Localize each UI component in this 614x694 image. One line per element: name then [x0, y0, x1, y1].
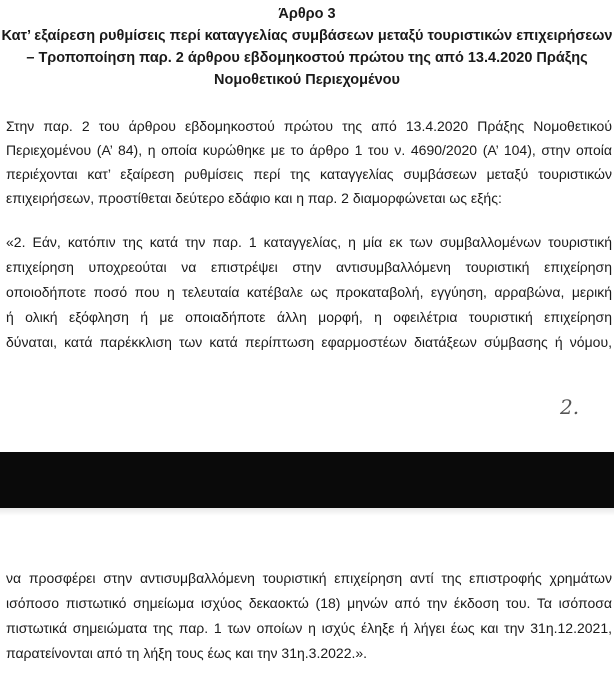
continuation-line: πιστωτικά σημειώματα της παρ. 1 των οποίων η ισχύς έληξε ή λήγει έως και την 31η.12.2021,	[6, 620, 612, 636]
quote-line: επιχείρηση υποχρεούται να επιστρέψει στην αντισυμβαλλόμενη τουριστική επιχείρηση	[6, 259, 612, 275]
continuation-line: παρατείνονται από τη λήξη τους έως και την 31η.3.2022.».	[6, 645, 368, 661]
handwritten-page-mark: 2.	[560, 395, 580, 419]
intro-line: Στην παρ. 2 του άρθρου εβδομηκοστού πρώτου της από 13.4.2020 Πράξης Νομοθετικού	[6, 118, 612, 134]
quote-line: «2. Εάν, κατόπιν της κατά την παρ. 1 καταγγελίας, η μία εκ των συμβαλλομένων τουριστική	[6, 234, 612, 250]
article-title-line-3: Νομοθετικού Περιεχομένου	[214, 72, 400, 88]
page-break-bar	[0, 452, 614, 508]
article-title-line-1: Κατ’ εξαίρεση ρυθμίσεις περί καταγγελίας συμβάσεων μεταξύ τουριστικών επιχειρήσεων	[1, 28, 613, 44]
intro-line: περιέχονται κατ’ εξαίρεση ρυθμίσεις περί της καταγγελίας συμβάσεων μεταξύ τουριστικών	[6, 166, 612, 182]
quote-line: δύναται, κατά παρέκκλιση των κατά περίπτωση εφαρμοστέων διατάξεων σύμβασης ή νόμου,	[6, 334, 612, 350]
continuation-line: να προσφέρει στην αντισυμβαλλόμενη τουριστική επιχείρηση αντί της επιστροφής χρημάτων	[6, 570, 612, 586]
page-edge-shadow	[0, 508, 614, 516]
article-number: Άρθρο 3	[278, 6, 336, 22]
quote-line: οποιοδήποτε ποσό που η τελευταία κατέβαλε ως προκαταβολή, εγγύηση, αρραβώνα, μερική	[6, 284, 612, 300]
quote-line: ή ολική εξόφληση ή με οποιαδήποτε άλλη μορφή, η οφειλέτρια τουριστική επιχείρηση	[6, 309, 612, 325]
article-title-line-2: – Τροποποίηση παρ. 2 άρθρου εβδομηκοστού πρώτου της από 13.4.2020 Πράξης	[26, 50, 588, 66]
continuation-line: ισόποσο πιστωτικό σημείωμα ισχύος δεκαοκτώ (18) μηνών από την έκδοση του. Τα ισόποσα	[6, 595, 612, 611]
intro-line: επιχειρήσεων, προστίθεται δεύτερο εδάφιο και η παρ. 2 διαμορφώνεται ως εξής:	[6, 190, 502, 206]
intro-line: Περιεχομένου (Α’ 84), η οποία κυρώθηκε με το άρθρο 1 του ν. 4690/2020 (Α’ 104), στην οποία	[6, 142, 612, 158]
